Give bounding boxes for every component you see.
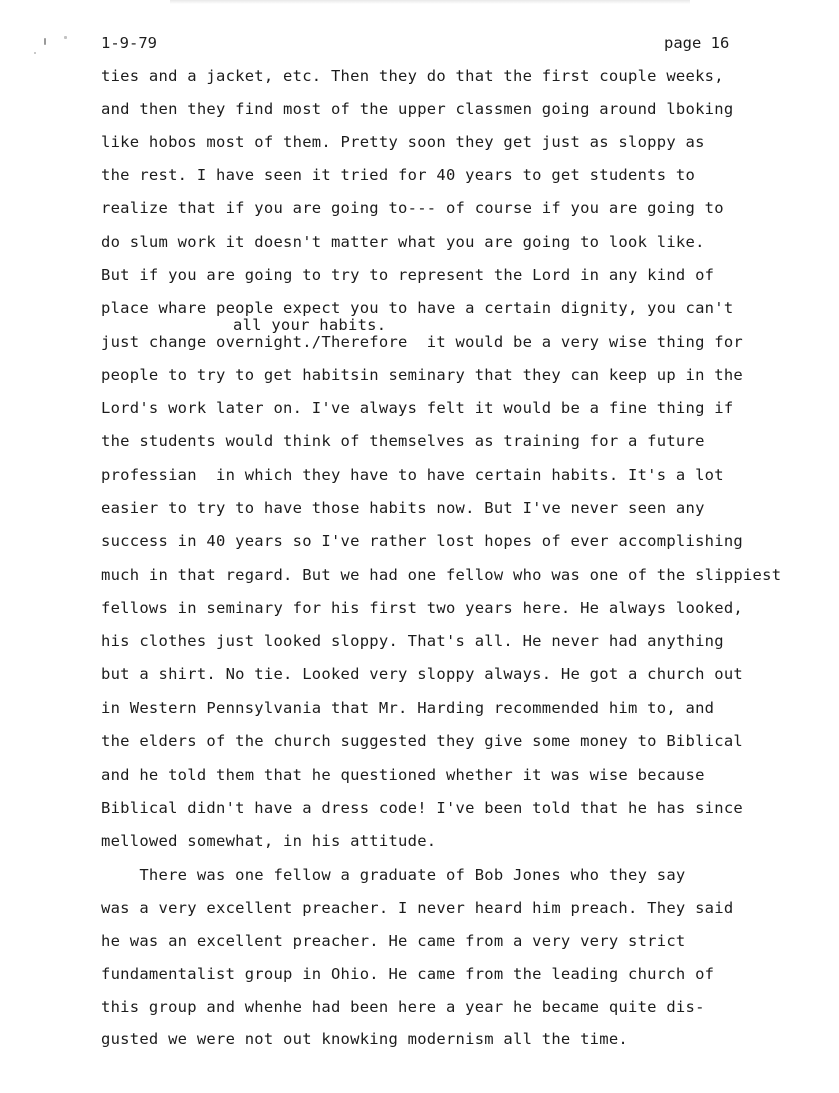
text-line: just change overnight./Therefore it would be a very wise thing for [101, 333, 743, 351]
text-line: the students would think of themselves as training for a future [101, 432, 705, 450]
text-line: this group and whenhe had been here a year he became quite dis- [101, 998, 705, 1016]
text-line: Biblical didn't have a dress code! I've been told that he has since [101, 799, 743, 817]
text-line: fundamentalist group in Ohio. He came from the leading church of [101, 965, 715, 983]
text-line: people to try to get habitsin seminary that they can keep up in the [101, 366, 743, 384]
page-date: 1-9-79 [101, 34, 157, 52]
text-line: place whare people expect you to have a certain dignity, you can't [101, 299, 734, 317]
text-line: Lord's work later on. I've always felt it would be a fine thing if [101, 399, 734, 417]
text-line: success in 40 years so I've rather lost hopes of ever accomplishing [101, 532, 743, 550]
text-line: much in that regard. But we had one fellow who was one of the slippiest [101, 566, 782, 584]
text-line: the rest. I have seen it tried for 40 years to get students to [101, 166, 696, 184]
scan-speck [64, 36, 67, 39]
text-line: professian in which they have to have certain habits. It's a lot [101, 466, 724, 484]
text-line: he was an excellent preacher. He came from a very very strict [101, 932, 686, 950]
text-line: mellowed somewhat, in his attitude. [101, 832, 437, 850]
text-line: fellows in seminary for his first two years here. He always looked, [101, 599, 743, 617]
page-number: page 16 [664, 34, 730, 52]
text-line: and he told them that he questioned whether it was wise because [101, 766, 705, 784]
text-line: easier to try to have those habits now. But I've never seen any [101, 499, 705, 517]
text-line: like hobos most of them. Pretty soon they get just as sloppy as [101, 133, 705, 151]
scan-top-edge [170, 0, 690, 4]
text-line: But if you are going to try to represent the Lord in any kind of [101, 266, 715, 284]
text-line: was a very excellent preacher. I never heard him preach. They said [101, 899, 734, 917]
text-line: ties and a jacket, etc. Then they do that the first couple weeks, [101, 67, 724, 85]
text-line: gusted we were not out knowking modernism all the time. [101, 1030, 628, 1048]
text-line: do slum work it doesn't matter what you are going to look like. [101, 233, 705, 251]
scan-speck [34, 52, 36, 54]
text-line: the elders of the church suggested they give some money to Biblical [101, 732, 743, 750]
handwritten-insertion: all your habits. [233, 316, 387, 334]
text-line: in Western Pennsylvania that Mr. Harding recommended him to, and [101, 699, 715, 717]
scan-speck [44, 38, 46, 45]
text-line: realize that if you are going to--- of course if you are going to [101, 199, 724, 217]
text-line: but a shirt. No tie. Looked very sloppy always. He got a church out [101, 665, 743, 683]
text-line: his clothes just looked sloppy. That's all. He never had anything [101, 632, 724, 650]
text-line: and then they find most of the upper classmen going around lboking [101, 100, 734, 118]
text-line: There was one fellow a graduate of Bob Jones who they say [101, 866, 686, 884]
